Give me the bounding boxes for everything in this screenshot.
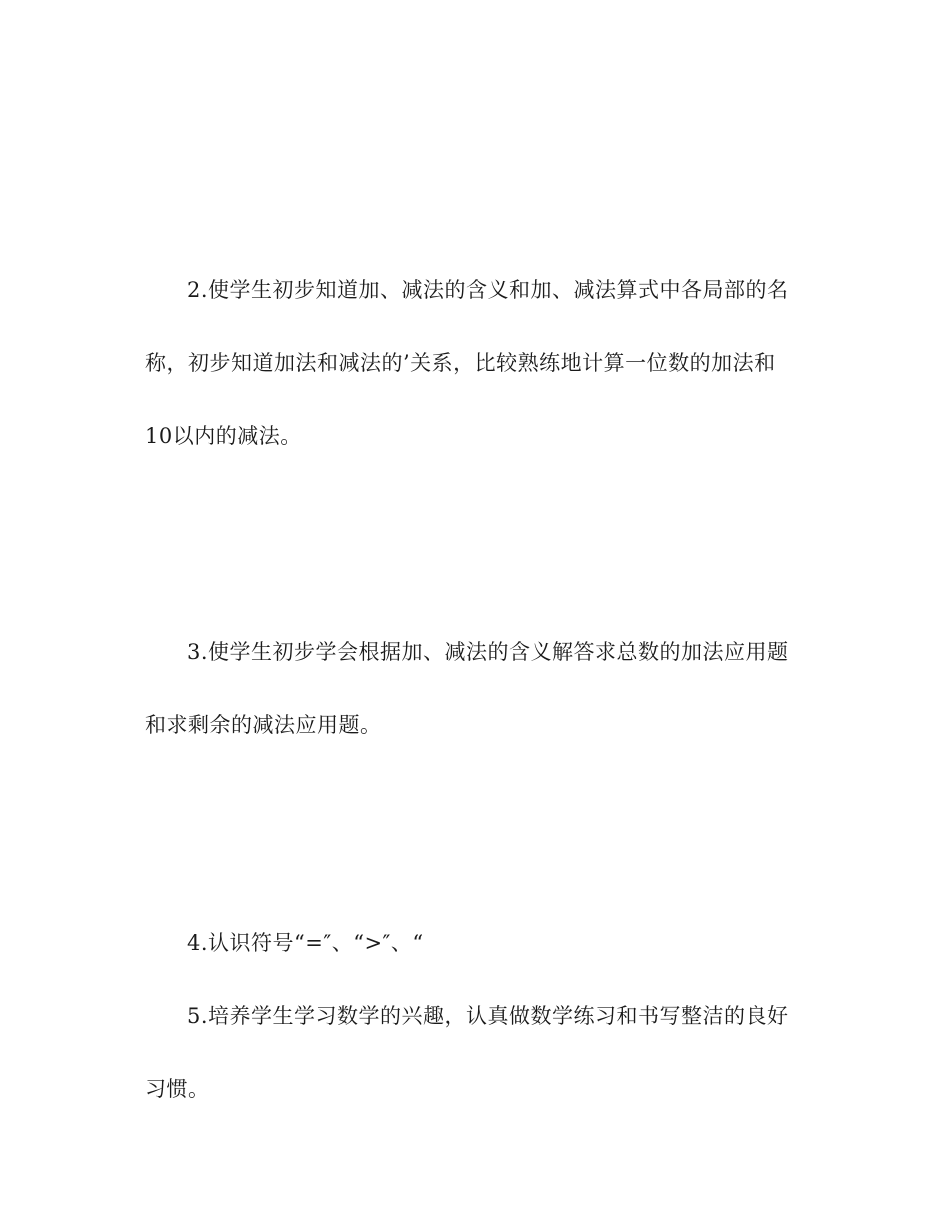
paragraph-2-line-3: 10以内的减法。 <box>145 424 302 448</box>
paragraph-4-line-1: 4.认识符号“=″、“>″、“ <box>187 931 424 955</box>
paragraph-3-line-1: 3.使学生初步学会根据加、减法的含义解答求总数的加法应用题 <box>187 640 789 664</box>
paragraph-2-line-2: 称，初步知道加法和减法的’关系，比较熟练地计算一位数的加法和 <box>145 351 776 375</box>
paragraph-5-line-1: 5.培养学生学习数学的兴趣，认真做数学练习和书写整洁的良好 <box>187 1004 789 1028</box>
paragraph-5-line-2: 习惯。 <box>145 1077 210 1101</box>
paragraph-3-line-2: 和求剩余的减法应用题。 <box>145 713 382 737</box>
paragraph-2-line-1: 2.使学生初步知道加、减法的含义和加、减法算式中各局部的名 <box>187 278 789 302</box>
